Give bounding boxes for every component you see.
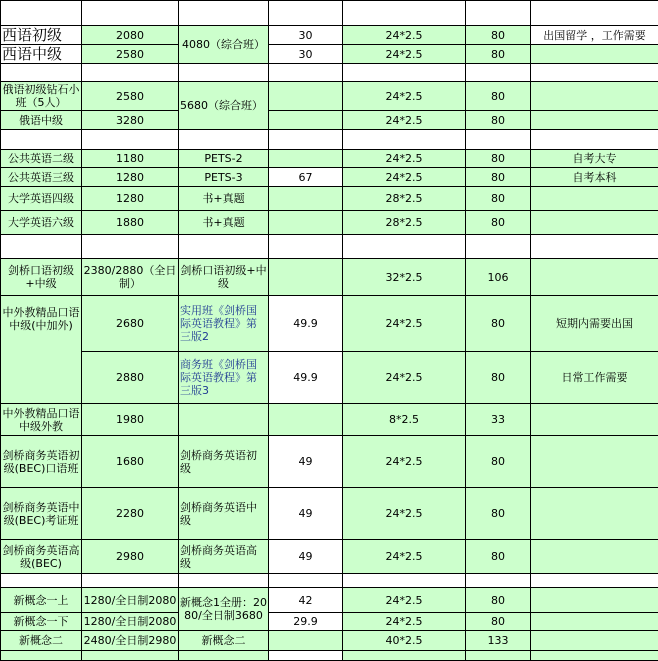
note bbox=[531, 436, 658, 488]
table-row bbox=[1, 211, 658, 235]
blank-row bbox=[1, 130, 658, 150]
cell bbox=[82, 651, 179, 661]
book-price: 49 bbox=[269, 488, 343, 540]
price: 1280 bbox=[82, 187, 179, 211]
cell bbox=[531, 651, 658, 661]
table-row bbox=[1, 588, 658, 613]
book-price bbox=[269, 404, 343, 436]
package: 剑桥商务英语初级 bbox=[179, 436, 269, 488]
class-hours: 24*2.5 bbox=[343, 296, 466, 352]
blank-row bbox=[1, 235, 658, 259]
course-name: 俄语初级钻石小班（5人） bbox=[2, 83, 80, 109]
people-count: 133 bbox=[466, 631, 531, 651]
people-count: 80 bbox=[466, 168, 531, 187]
cell bbox=[179, 1, 269, 26]
cell bbox=[531, 574, 658, 588]
note: 短期内需要出国 bbox=[531, 296, 658, 352]
book-price: 30 bbox=[269, 45, 343, 64]
book-price: 42 bbox=[269, 588, 343, 613]
price: 1280/全日制2080 bbox=[82, 613, 179, 631]
package bbox=[179, 404, 269, 436]
course-name: 大学英语六级 bbox=[1, 211, 82, 235]
book-price bbox=[269, 111, 343, 130]
people-count: 80 bbox=[466, 150, 531, 168]
blank-row bbox=[1, 651, 658, 661]
people-count: 80 bbox=[466, 352, 531, 404]
cell bbox=[466, 235, 531, 259]
note bbox=[531, 259, 658, 296]
price: 1280 bbox=[82, 168, 179, 187]
table-row bbox=[1, 404, 658, 436]
table-row bbox=[1, 111, 658, 130]
people-count: 106 bbox=[466, 259, 531, 296]
package: 剑桥商务英语高级 bbox=[179, 540, 269, 574]
course-name: 新概念一下 bbox=[1, 613, 82, 631]
price: 1280/全日制2080 bbox=[82, 588, 179, 613]
class-hours: 24*2.5 bbox=[343, 82, 466, 111]
package: 书+真题 bbox=[179, 211, 269, 235]
note bbox=[531, 613, 658, 631]
people-count: 80 bbox=[466, 26, 531, 45]
table-row bbox=[1, 352, 658, 404]
cell bbox=[343, 64, 466, 82]
cell bbox=[343, 651, 466, 661]
price: 2580 bbox=[82, 82, 179, 111]
cell bbox=[531, 235, 658, 259]
course-name: 大学英语四级 bbox=[1, 187, 82, 211]
note bbox=[531, 187, 658, 211]
class-hours: 24*2.5 bbox=[343, 613, 466, 631]
book-price: 49 bbox=[269, 436, 343, 488]
cell bbox=[269, 574, 343, 588]
class-hours: 8*2.5 bbox=[343, 404, 466, 436]
cell bbox=[179, 130, 269, 150]
book-price bbox=[269, 211, 343, 235]
cell bbox=[82, 235, 179, 259]
course-name: 新概念二 bbox=[1, 631, 82, 651]
class-hours: 24*2.5 bbox=[343, 588, 466, 613]
cell bbox=[343, 130, 466, 150]
course-name: 剑桥口语初级+中级 bbox=[1, 259, 82, 296]
book-price: 29.9 bbox=[269, 613, 343, 631]
cell bbox=[179, 235, 269, 259]
class-hours: 24*2.5 bbox=[343, 436, 466, 488]
table-row bbox=[1, 26, 658, 45]
table-row bbox=[1, 296, 658, 352]
cell bbox=[269, 651, 343, 661]
note: 日常工作需要 bbox=[531, 352, 658, 404]
note: 出国留学 ，工作需要 bbox=[531, 26, 658, 45]
cell bbox=[466, 130, 531, 150]
class-hours: 24*2.5 bbox=[343, 26, 466, 45]
note bbox=[531, 211, 658, 235]
price: 1880 bbox=[82, 211, 179, 235]
table-row bbox=[1, 168, 658, 187]
course-name: 中外教精品口语中级(中加外) bbox=[1, 296, 82, 404]
package: 商务班《剑桥国际英语教程》第三版3 bbox=[179, 352, 269, 404]
course-name: 公共英语二级 bbox=[1, 150, 82, 168]
note: 自考大专 bbox=[531, 150, 658, 168]
cell bbox=[1, 651, 82, 661]
cell bbox=[531, 1, 658, 26]
cell bbox=[1, 130, 82, 150]
class-hours: 40*2.5 bbox=[343, 631, 466, 651]
people-count: 80 bbox=[466, 296, 531, 352]
class-hours: 32*2.5 bbox=[343, 259, 466, 296]
people-count: 80 bbox=[466, 211, 531, 235]
package: 新概念二 bbox=[179, 631, 269, 651]
people-count: 80 bbox=[466, 187, 531, 211]
course-name: 中外教精品口语中级外教 bbox=[1, 404, 82, 436]
price: 2580 bbox=[82, 45, 179, 64]
cell bbox=[82, 1, 179, 26]
book-price: 49 bbox=[269, 540, 343, 574]
course-name: 公共英语三级 bbox=[1, 168, 82, 187]
price: 2480/全日制2980 bbox=[82, 631, 179, 651]
table-row bbox=[1, 150, 658, 168]
package: PETS-3 bbox=[179, 168, 269, 187]
class-hours: 24*2.5 bbox=[343, 168, 466, 187]
note bbox=[531, 404, 658, 436]
course-name: 西语初级 bbox=[1, 26, 82, 45]
cell bbox=[466, 64, 531, 82]
cell bbox=[82, 64, 179, 82]
class-hours: 24*2.5 bbox=[343, 45, 466, 64]
cell bbox=[82, 574, 179, 588]
package: 4080（综合班） bbox=[179, 26, 269, 64]
note bbox=[531, 82, 658, 111]
package: 剑桥口语初级+中级 bbox=[179, 259, 269, 296]
cell bbox=[269, 235, 343, 259]
book-price bbox=[269, 259, 343, 296]
blank-row bbox=[1, 64, 658, 82]
class-hours: 28*2.5 bbox=[343, 211, 466, 235]
blank-row bbox=[1, 574, 658, 588]
table-row bbox=[1, 436, 658, 488]
cell bbox=[269, 64, 343, 82]
cell bbox=[179, 651, 269, 661]
price: 1980 bbox=[82, 404, 179, 436]
note bbox=[531, 488, 658, 540]
cell bbox=[531, 64, 658, 82]
cell bbox=[466, 574, 531, 588]
package: 书+真题 bbox=[179, 187, 269, 211]
blank-row bbox=[1, 1, 658, 26]
table-row bbox=[1, 488, 658, 540]
class-hours: 24*2.5 bbox=[343, 488, 466, 540]
book-price: 67 bbox=[269, 168, 343, 187]
cell bbox=[1, 574, 82, 588]
table-row bbox=[1, 540, 658, 574]
note bbox=[531, 588, 658, 613]
price: 3280 bbox=[82, 111, 179, 130]
people-count: 80 bbox=[466, 436, 531, 488]
note bbox=[531, 540, 658, 574]
note: 自考本科 bbox=[531, 168, 658, 187]
note bbox=[531, 45, 658, 64]
price: 2880 bbox=[82, 352, 179, 404]
class-hours: 24*2.5 bbox=[343, 540, 466, 574]
cell bbox=[466, 651, 531, 661]
price: 1680 bbox=[82, 436, 179, 488]
cell bbox=[1, 64, 82, 82]
cell bbox=[343, 1, 466, 26]
table-row bbox=[1, 82, 658, 111]
cell bbox=[269, 1, 343, 26]
price: 2080 bbox=[82, 26, 179, 45]
people-count: 80 bbox=[466, 488, 531, 540]
table-row bbox=[1, 187, 658, 211]
people-count: 80 bbox=[466, 540, 531, 574]
course-name: 西语中级 bbox=[1, 45, 82, 64]
cell bbox=[1, 1, 82, 26]
package: PETS-2 bbox=[179, 150, 269, 168]
price: 2980 bbox=[82, 540, 179, 574]
package: 剑桥商务英语中级 bbox=[179, 488, 269, 540]
cell bbox=[466, 1, 531, 26]
cell bbox=[343, 574, 466, 588]
note bbox=[531, 631, 658, 651]
course-name: 剑桥商务英语高级(BEC) bbox=[1, 540, 82, 574]
cell bbox=[82, 130, 179, 150]
course-name: 剑桥商务英语中级(BEC)考证班 bbox=[1, 488, 82, 540]
table-row bbox=[1, 613, 658, 631]
price: 1180 bbox=[82, 150, 179, 168]
book-price bbox=[269, 82, 343, 111]
class-hours: 24*2.5 bbox=[343, 150, 466, 168]
cell bbox=[269, 130, 343, 150]
book-price: 49.9 bbox=[269, 296, 343, 352]
table-row bbox=[1, 631, 658, 651]
package: 新概念1全册：2080/全日制3680 bbox=[179, 588, 269, 631]
people-count: 80 bbox=[466, 613, 531, 631]
course-name: 新概念一上 bbox=[1, 588, 82, 613]
price: 2380/2880（全日制） bbox=[82, 259, 179, 296]
package: 实用班《剑桥国际英语教程》第三版2 bbox=[179, 296, 269, 352]
class-hours: 24*2.5 bbox=[343, 352, 466, 404]
price: 2280 bbox=[82, 488, 179, 540]
book-price bbox=[269, 631, 343, 651]
table-row bbox=[1, 45, 658, 64]
class-hours: 28*2.5 bbox=[343, 187, 466, 211]
cell bbox=[343, 235, 466, 259]
note bbox=[531, 111, 658, 130]
people-count: 33 bbox=[466, 404, 531, 436]
people-count: 80 bbox=[466, 111, 531, 130]
table-row bbox=[1, 259, 658, 296]
book-price: 30 bbox=[269, 26, 343, 45]
price: 2680 bbox=[82, 296, 179, 352]
book-price: 49.9 bbox=[269, 352, 343, 404]
people-count: 80 bbox=[466, 82, 531, 111]
cell bbox=[179, 64, 269, 82]
book-price bbox=[269, 150, 343, 168]
people-count: 80 bbox=[466, 588, 531, 613]
course-name: 俄语中级 bbox=[1, 111, 82, 130]
course-name: 剑桥商务英语初级(BEC)口语班 bbox=[1, 436, 82, 488]
people-count: 80 bbox=[466, 45, 531, 64]
cell bbox=[179, 574, 269, 588]
class-hours: 24*2.5 bbox=[343, 111, 466, 130]
book-price bbox=[269, 187, 343, 211]
cell bbox=[1, 235, 82, 259]
cell bbox=[531, 130, 658, 150]
package: 5680（综合班） bbox=[179, 82, 269, 130]
